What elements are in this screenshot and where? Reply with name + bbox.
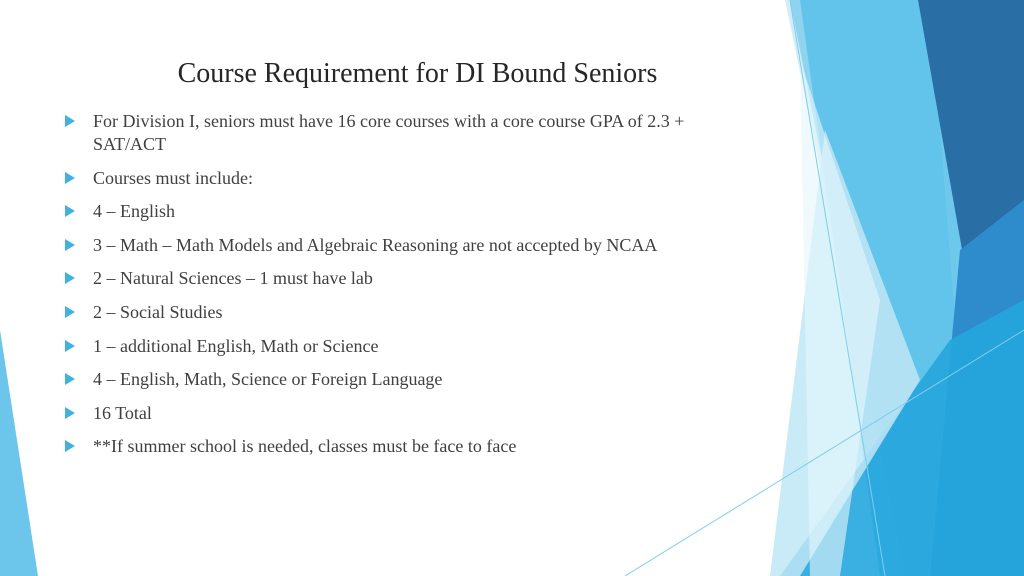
- bullet-text: 2 – Social Studies: [93, 301, 223, 322]
- triangle-bullet-icon: [65, 407, 75, 419]
- slide-title: Course Requirement for DI Bound Seniors: [177, 58, 658, 89]
- bullet-text: 1 – additional English, Math or Science: [93, 335, 379, 356]
- bullet-text: 3 – Math – Math Models and Algebraic Reasoning are not accepted by NCAA: [93, 234, 658, 255]
- triangle-bullet-icon: [65, 115, 75, 127]
- triangle-bullet-icon: [65, 239, 75, 251]
- triangle-bullet-icon: [65, 340, 75, 352]
- bullet-text: 4 – English: [93, 201, 176, 222]
- bullet-item: [64, 301, 744, 324]
- triangle-bullet-icon: [65, 172, 75, 184]
- bullet-text: Courses must include:: [93, 167, 253, 188]
- triangle-bullet-icon: [65, 373, 75, 385]
- triangle-bullet-icon: [65, 440, 75, 452]
- decor-left-sliver: [0, 330, 38, 576]
- bullet-text: 2 – Natural Sciences – 1 must have lab: [93, 268, 373, 289]
- triangle-bullet-icon: [65, 306, 75, 318]
- bullet-text: 4 – English, Math, Science or Foreign Language: [93, 369, 443, 390]
- bullet-item: [64, 402, 744, 425]
- bullet-item: [64, 335, 744, 358]
- bullet-text: For Division I, seniors must have 16 core courses with a core course GPA of 2.3 + SAT/ACT: [93, 111, 685, 154]
- bullet-item: [64, 368, 744, 391]
- bullet-item: [64, 267, 744, 290]
- triangle-bullet-icon: [65, 272, 75, 284]
- bullet-item: [64, 234, 744, 257]
- bullet-text: **If summer school is needed, classes must be face to face: [93, 436, 517, 457]
- bullet-item: [64, 110, 744, 156]
- bullet-text: 16 Total: [93, 402, 152, 423]
- bullet-list: [64, 110, 744, 469]
- triangle-bullet-icon: [65, 205, 75, 217]
- bullet-item: [64, 167, 744, 190]
- bullet-item: [64, 435, 744, 458]
- bullet-item: [64, 200, 744, 223]
